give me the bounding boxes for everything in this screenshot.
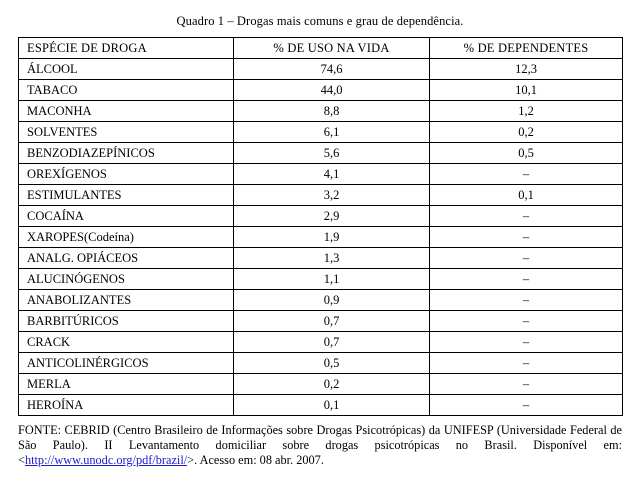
source-prefix: FONTE: CEBRID (Centro Brasileiro de Informações sobre Drogas Psicotrópicas) da UNIFESP (Universidade Federal de São Paulo). II Levantamento domiciliar sobre drogas psicotrópicas no Brasil. Disponível em: < <box>18 423 622 467</box>
cell-dependents: – <box>430 353 623 374</box>
cell-lifetime-use: 0,9 <box>234 290 430 311</box>
cell-lifetime-use: 1,3 <box>234 248 430 269</box>
cell-dependents: – <box>430 206 623 227</box>
cell-drug-name: ANTICOLINÉRGICOS <box>19 353 234 374</box>
table-row <box>19 332 623 353</box>
cell-dependents: – <box>430 395 623 416</box>
cell-lifetime-use: 1,9 <box>234 227 430 248</box>
cell-drug-name: MERLA <box>19 374 234 395</box>
cell-drug-name: ESTIMULANTES <box>19 185 234 206</box>
table-row <box>19 80 623 101</box>
column-header-drug: ESPÉCIE DE DROGA <box>19 38 234 59</box>
cell-drug-name: ANALG. OPIÁCEOS <box>19 248 234 269</box>
cell-drug-name: COCAÍNA <box>19 206 234 227</box>
cell-lifetime-use: 74,6 <box>234 59 430 80</box>
table-row <box>19 101 623 122</box>
cell-drug-name: TABACO <box>19 80 234 101</box>
cell-drug-name: HEROÍNA <box>19 395 234 416</box>
cell-lifetime-use: 0,1 <box>234 395 430 416</box>
table-row <box>19 374 623 395</box>
cell-dependents: – <box>430 164 623 185</box>
cell-lifetime-use: 3,2 <box>234 185 430 206</box>
cell-dependents: 0,1 <box>430 185 623 206</box>
cell-lifetime-use: 0,7 <box>234 332 430 353</box>
source-suffix: >. Acesso em: 08 abr. 2007. <box>187 453 324 467</box>
cell-dependents: – <box>430 374 623 395</box>
cell-dependents: – <box>430 269 623 290</box>
cell-drug-name: ANABOLIZANTES <box>19 290 234 311</box>
cell-lifetime-use: 6,1 <box>234 122 430 143</box>
cell-dependents: – <box>430 290 623 311</box>
table-row <box>19 290 623 311</box>
cell-dependents: – <box>430 311 623 332</box>
cell-dependents: 12,3 <box>430 59 623 80</box>
table-caption: Quadro 1 – Drogas mais comuns e grau de dependência. <box>176 14 464 28</box>
drug-table <box>18 37 623 416</box>
cell-dependents: 0,2 <box>430 122 623 143</box>
table-body <box>19 59 623 416</box>
cell-lifetime-use: 1,1 <box>234 269 430 290</box>
cell-drug-name: ALUCINÓGENOS <box>19 269 234 290</box>
table-row <box>19 269 623 290</box>
cell-dependents: – <box>430 227 623 248</box>
cell-dependents: 0,5 <box>430 143 623 164</box>
cell-lifetime-use: 8,8 <box>234 101 430 122</box>
cell-lifetime-use: 0,5 <box>234 353 430 374</box>
cell-lifetime-use: 2,9 <box>234 206 430 227</box>
column-header-lifetime-use: % DE USO NA VIDA <box>234 38 430 59</box>
cell-drug-name: OREXÍGENOS <box>19 164 234 185</box>
table-row <box>19 311 623 332</box>
cell-dependents: – <box>430 332 623 353</box>
cell-drug-name: MACONHA <box>19 101 234 122</box>
table-row <box>19 122 623 143</box>
table-row <box>19 59 623 80</box>
cell-drug-name: BENZODIAZEPÍNICOS <box>19 143 234 164</box>
cell-drug-name: BARBITÚRICOS <box>19 311 234 332</box>
cell-drug-name: SOLVENTES <box>19 122 234 143</box>
table-row <box>19 395 623 416</box>
cell-drug-name: ÁLCOOL <box>19 59 234 80</box>
table-row <box>19 227 623 248</box>
table-row <box>19 185 623 206</box>
table-header-row <box>19 38 623 59</box>
cell-lifetime-use: 5,6 <box>234 143 430 164</box>
cell-drug-name: CRACK <box>19 332 234 353</box>
table-row <box>19 206 623 227</box>
cell-dependents: 10,1 <box>430 80 623 101</box>
cell-dependents: – <box>430 248 623 269</box>
cell-lifetime-use: 4,1 <box>234 164 430 185</box>
table-row <box>19 248 623 269</box>
table-row <box>19 164 623 185</box>
source-link[interactable]: http://www.unodc.org/pdf/brazil/ <box>24 453 188 467</box>
cell-dependents: 1,2 <box>430 101 623 122</box>
cell-lifetime-use: 44,0 <box>234 80 430 101</box>
table-header <box>19 38 623 59</box>
column-header-dependents: % DE DEPENDENTES <box>430 38 623 59</box>
cell-lifetime-use: 0,7 <box>234 311 430 332</box>
table-row <box>19 353 623 374</box>
cell-lifetime-use: 0,2 <box>234 374 430 395</box>
source-note <box>18 423 622 468</box>
table-row <box>19 143 623 164</box>
cell-drug-name: XAROPES(Codeína) <box>19 227 234 248</box>
